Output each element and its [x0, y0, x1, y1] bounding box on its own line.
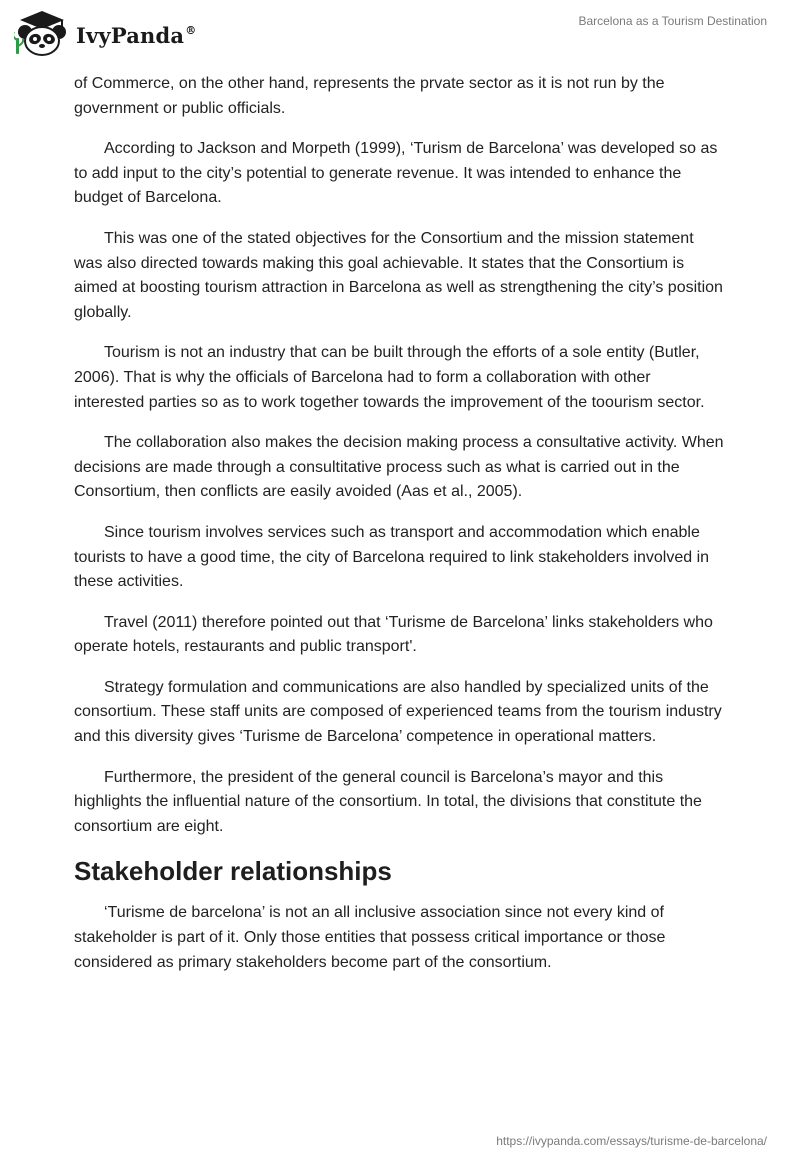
section-heading: Stakeholder relationships: [74, 856, 392, 887]
paragraph: Since tourism involves services such as transport and accommodation which enable tourists to have a good time, the city of Barcelona required to link stakeholders involved in these activities.: [74, 523, 710, 591]
panda-graduation-cap-icon: [14, 8, 70, 58]
paragraph: Strategy formulation and communications are also handled by specialized units of the consortium. These staff units are composed of experienced teams from the tourism industry and this diversity gives ‘Turisme de Barcelona’ competence in operational matters.: [74, 678, 722, 746]
source-url[interactable]: https://ivypanda.com/essays/turisme-de-barcelona/: [496, 1134, 767, 1148]
paragraph: The collaboration also makes the decision making process a consultative activity. When decisions are made through a consultitative process such as what is carried out in the Consortium, then conflicts are easily avoided (Aas et al., 2005).: [74, 434, 724, 501]
paragraph: Travel (2011) therefore pointed out that ‘Turisme de Barcelona’ links stakeholders who operate hotels, restaurants and public transport'.: [74, 613, 713, 656]
page-header: [0, 0, 800, 70]
document-title: Barcelona as a Tourism Destination: [578, 14, 767, 28]
paragraph: According to Jackson and Morpeth (1999), ‘Turism de Barcelona’ was developed so as to add input to the city’s potential to generate revenue. It was intended to enhance the budget of Barcelona.: [74, 140, 718, 207]
paragraph: This was one of the stated objectives for the Consortium and the mission statement was also directed towards making this goal achievable. It states that the Consortium is aimed at boosting tourism attraction in Barcelona as well as strengthening the city’s position globally.: [74, 229, 723, 321]
essay-body: [74, 72, 724, 991]
brand-name: IvyPanda®: [76, 22, 197, 48]
brand-logo[interactable]: [14, 8, 196, 58]
paragraph: Tourism is not an industry that can be built through the efforts of a sole entity (Butler, 2006). That is why the officials of Barcelona had to form a collaboration with other interested parties so as to work together towards the improvement of the toourism sector.: [74, 344, 705, 411]
paragraph: Furthermore, the president of the general council is Barcelona’s mayor and this highlights the influential nature of the consortium. In total, the divisions that constitute the consortium are eight.: [74, 768, 702, 835]
paragraph: ‘Turisme de barcelona’ is not an all inclusive association since not every kind of stakeholder is part of it. Only those entities that possess critical importance or those considered as primary stakeholders become part of the consortium.: [74, 904, 666, 971]
paragraph: of Commerce, on the other hand, represents the prvate sector as it is not run by the government or public officials.: [74, 75, 665, 117]
